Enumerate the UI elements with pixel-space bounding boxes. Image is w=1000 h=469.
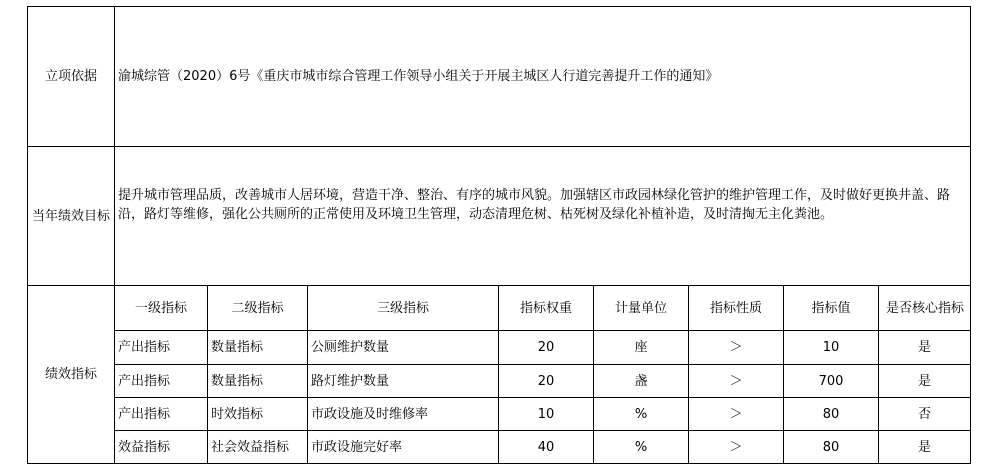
weight-cell: 40: [537, 439, 555, 455]
header-cell: 二级指标: [231, 300, 284, 316]
level3-cell: 公厕维护数量: [311, 340, 390, 355]
indicators-label: 绩效指标: [44, 367, 97, 382]
row-divider: [27, 146, 971, 147]
weight-cell: 10: [537, 406, 555, 422]
level3-cell: 路灯维护数量: [311, 373, 390, 389]
nature-cell: ＞: [729, 340, 743, 355]
header-cell: 指标权重: [519, 300, 572, 316]
core-cell: 是: [917, 340, 931, 355]
value-cell: 700: [818, 373, 844, 389]
core-cell: 否: [917, 406, 931, 422]
value-cell: 10: [822, 340, 840, 355]
core-cell: 是: [917, 439, 931, 455]
value-cell: 80: [822, 439, 840, 455]
level3-cell: 市政设施及时维修率: [311, 406, 429, 422]
core-cell: 是: [917, 373, 931, 389]
goal-label: 当年绩效目标: [31, 208, 110, 224]
header-cell: 是否核心指标: [885, 300, 964, 316]
level2-cell: 数量指标: [211, 373, 264, 389]
basis-label: 立项依据: [44, 69, 97, 84]
table-border-right: [970, 6, 971, 464]
header-cell: 指标性质: [709, 300, 762, 316]
header-cell: 指标值: [811, 300, 851, 316]
level1-cell: 产出指标: [118, 373, 171, 389]
level1-cell: 产出指标: [118, 340, 171, 355]
nature-cell: ＞: [729, 373, 743, 389]
value-cell: 80: [822, 406, 840, 422]
performance-table: [27, 6, 971, 464]
nature-cell: ＞: [729, 406, 743, 422]
unit-cell: 盏: [634, 373, 648, 389]
table-border-bottom: [27, 463, 971, 464]
unit-cell: 座: [634, 340, 648, 355]
header-cell: 三级指标: [376, 300, 429, 316]
weight-cell: 20: [537, 340, 555, 355]
level2-cell: 数量指标: [211, 340, 264, 355]
level3-cell: 市政设施完好率: [311, 439, 403, 455]
basis-text: 渝城综管（2020）6号《重庆市城市综合管理工作领导小组关于开展主城区人行道完善提升工作的通知》: [118, 69, 719, 84]
level2-cell: 社会效益指标: [211, 439, 290, 455]
weight-cell: 20: [537, 373, 555, 389]
unit-cell: %: [634, 406, 648, 422]
nature-cell: ＞: [729, 439, 743, 455]
unit-cell: %: [634, 439, 648, 455]
header-cell: 计量单位: [614, 300, 667, 316]
goal-text: 提升城市管理品质，改善城市人居环境，营造干净、整治、有序的城市风貌。加强辖区市政园林绿化管护的维护管理工作，及时做好更换井盖、路沿，路灯等维修，强化公共厕所的正常使用及环境卫生管理，动态清理危树、枯死树及绿化补植补造，及时清掏无主化粪池。: [118, 188, 951, 222]
level2-cell: 时效指标: [211, 406, 264, 422]
level1-cell: 效益指标: [118, 439, 171, 455]
level1-cell: 产出指标: [118, 406, 171, 422]
header-cell: 一级指标: [134, 300, 187, 316]
